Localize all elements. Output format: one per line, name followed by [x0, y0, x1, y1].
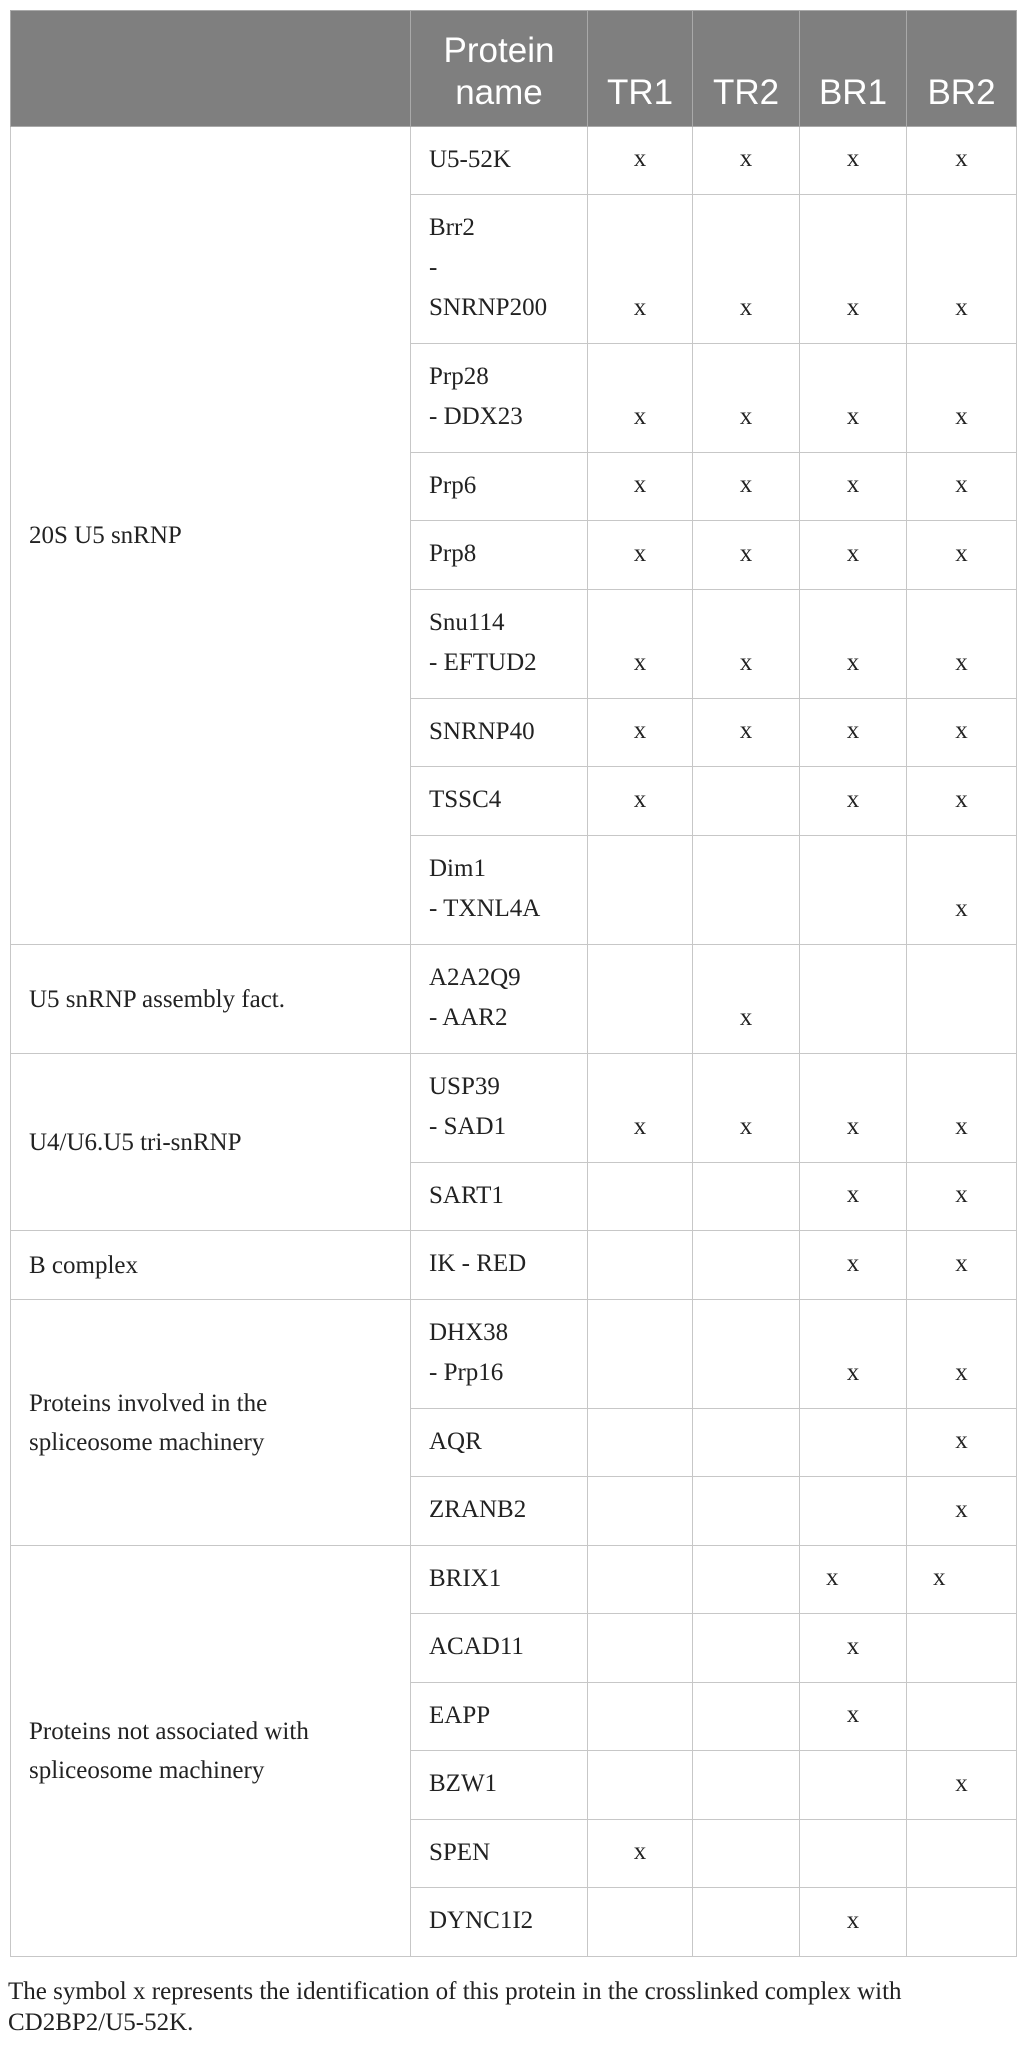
mark-cell-br2: x: [907, 127, 1017, 195]
protein-name-cell: [411, 1300, 588, 1409]
mark-cell-br2: x: [907, 1163, 1017, 1231]
mark-cell-tr1: x: [588, 767, 693, 836]
mark-cell-tr2: x: [693, 945, 800, 1054]
protein-name-cell: [411, 1054, 588, 1163]
mark-cell-tr2: x: [693, 521, 800, 590]
group-label-line: spliceosome machinery: [29, 1428, 265, 1456]
mark-cell-tr1: x: [588, 590, 693, 699]
mark-cell-tr1: [588, 1751, 693, 1820]
mark-cell-br2: x: [907, 1231, 1017, 1300]
mark-cell-tr2: x: [693, 453, 800, 521]
group-label: [11, 1300, 411, 1546]
mark-cell-tr1: x: [588, 1054, 693, 1163]
protein-name-cell: [411, 1751, 588, 1820]
mark-cell-br1: x: [800, 344, 907, 453]
mark-cell-br2: x: [907, 453, 1017, 521]
mark-cell-br1: x: [800, 195, 907, 344]
protein-name-line: SART1: [429, 1182, 504, 1209]
mark-cell-br1: [800, 836, 907, 945]
group-label: [11, 1054, 411, 1231]
protein-name-cell: [411, 945, 588, 1054]
mark-cell-tr1: x: [588, 453, 693, 521]
mark-cell-br1: x: [800, 1683, 907, 1751]
mark-cell-tr2: [693, 1683, 800, 1751]
protein-name-cell: [411, 590, 588, 699]
mark-cell-tr2: x: [693, 127, 800, 195]
mark-cell-tr1: [588, 1477, 693, 1546]
header-br1: BR1: [800, 11, 907, 127]
mark-cell-br2: [907, 1820, 1017, 1888]
protein-name-cell: [411, 127, 588, 195]
group-label-line: spliceosome machinery: [29, 1757, 265, 1784]
protein-name-line: BZW1: [429, 1770, 498, 1797]
mark-cell-br2: x: [907, 590, 1017, 699]
mark-cell-br2: x: [907, 767, 1017, 836]
protein-name-line: BRIX1: [429, 1565, 502, 1592]
header-tr2: TR2: [693, 11, 800, 127]
header-protein-name: Protein name: [411, 11, 588, 127]
mark-cell-tr1: [588, 1683, 693, 1751]
mark-cell-br1: [800, 1409, 907, 1477]
mark-cell-tr2: x: [693, 1054, 800, 1163]
protein-name-line: Brr2: [429, 214, 475, 241]
table-row: [11, 127, 1017, 195]
mark-cell-br2: x: [907, 344, 1017, 453]
protein-name-line: U5-52K: [429, 146, 511, 173]
protein-name-line: DHX38: [429, 1319, 509, 1346]
mark-cell-br2: x: [907, 521, 1017, 590]
mark-cell-tr1: [588, 1231, 693, 1300]
group-label-line: 20S U5 snRNP: [29, 522, 182, 549]
protein-name-line: IK - RED: [429, 1250, 527, 1277]
mark-cell-br1: x: [800, 1054, 907, 1163]
mark-cell-tr2: [693, 1231, 800, 1300]
protein-name-cell: [411, 1231, 588, 1300]
mark-cell-tr1: [588, 836, 693, 945]
mark-cell-tr1: [588, 1163, 693, 1231]
mark-cell-br2: [907, 1614, 1017, 1683]
mark-cell-tr2: [693, 1300, 800, 1409]
mark-cell-tr1: [588, 1614, 693, 1683]
mark-cell-tr2: [693, 767, 800, 836]
protein-name-line: SNRNP200: [429, 294, 548, 321]
group-label: [11, 1231, 411, 1300]
mark-cell-br2: [907, 1888, 1017, 1957]
group-label-line: U4/U6.U5 tri-snRNP: [29, 1128, 242, 1156]
protein-name-line: ACAD11: [429, 1633, 524, 1660]
header-br2: BR2: [907, 11, 1017, 127]
mark-cell-br1: x: [800, 1888, 907, 1957]
mark-cell-br1: x: [800, 1163, 907, 1231]
mark-cell-br2: [907, 945, 1017, 1054]
mark-cell-br1: [800, 1477, 907, 1546]
mark-cell-br1: [800, 1751, 907, 1820]
protein-name-line: Prp28: [429, 363, 489, 390]
protein-name-cell: [411, 836, 588, 945]
mark-cell-br2: x: [907, 699, 1017, 767]
mark-cell-br1: x: [800, 1546, 907, 1614]
protein-name-line: AQR: [429, 1428, 482, 1455]
mark-cell-tr1: [588, 1409, 693, 1477]
header-corner: [11, 11, 411, 127]
mark-cell-br1: x: [800, 767, 907, 836]
table-row: [11, 1546, 1017, 1614]
protein-name-line: -: [429, 254, 438, 281]
group-label: [11, 127, 411, 945]
protein-name-line: SPEN: [429, 1839, 491, 1866]
mark-cell-tr2: [693, 1546, 800, 1614]
mark-cell-tr1: [588, 1888, 693, 1957]
protein-name-line: - AAR2: [429, 1004, 508, 1031]
protein-name-line: USP39: [429, 1073, 500, 1100]
protein-name-cell: [411, 767, 588, 836]
protein-name-cell: [411, 1477, 588, 1546]
mark-cell-br2: x: [907, 836, 1017, 945]
table-footnote: The symbol x represents the identification of this protein in the crosslinked complex with CD2BP2/U5-52K.: [8, 1978, 902, 2036]
protein-name-line: TSSC4: [429, 786, 502, 813]
mark-cell-tr2: [693, 1409, 800, 1477]
mark-cell-tr1: x: [588, 521, 693, 590]
protein-name-line: Dim1: [429, 855, 486, 882]
mark-cell-br1: [800, 1820, 907, 1888]
table-row: [11, 1054, 1017, 1163]
mark-cell-br2: [907, 1683, 1017, 1751]
mark-cell-br2: x: [907, 1054, 1017, 1163]
mark-cell-br1: x: [800, 521, 907, 590]
mark-cell-tr2: [693, 1820, 800, 1888]
header-tr1: TR1: [588, 11, 693, 127]
table-row: [11, 1231, 1017, 1300]
protein-crosslink-table: [10, 10, 1017, 1957]
protein-name-cell: [411, 521, 588, 590]
mark-cell-br1: x: [800, 1231, 907, 1300]
mark-cell-tr2: x: [693, 344, 800, 453]
protein-name-cell: [411, 1546, 588, 1614]
group-label-line: B complex: [29, 1251, 139, 1279]
protein-name-cell: [411, 195, 588, 344]
mark-cell-tr1: x: [588, 699, 693, 767]
mark-cell-br2: x: [907, 1409, 1017, 1477]
mark-cell-br1: x: [800, 699, 907, 767]
mark-cell-tr2: x: [693, 195, 800, 344]
protein-name-cell: [411, 1888, 588, 1957]
mark-cell-br2: x: [907, 1751, 1017, 1820]
table-row: [11, 1300, 1017, 1409]
group-label: [11, 945, 411, 1054]
protein-name-line: Snu114: [429, 609, 505, 636]
mark-cell-tr1: x: [588, 127, 693, 195]
mark-cell-tr2: [693, 836, 800, 945]
mark-cell-tr2: x: [693, 590, 800, 699]
mark-cell-br2: x: [907, 1300, 1017, 1409]
protein-name-cell: [411, 1614, 588, 1683]
protein-name-line: Prp6: [429, 472, 477, 499]
mark-cell-br1: x: [800, 590, 907, 699]
group-label-line: Proteins not associated with: [29, 1718, 309, 1745]
protein-name-line: ZRANB2: [429, 1496, 527, 1523]
mark-cell-tr1: [588, 1300, 693, 1409]
protein-name-cell: [411, 1683, 588, 1751]
mark-cell-tr2: [693, 1888, 800, 1957]
protein-name-line: - TXNL4A: [429, 895, 541, 922]
header-row: [11, 11, 1017, 127]
protein-name-line: - DDX23: [429, 403, 523, 430]
protein-name-cell: [411, 1409, 588, 1477]
mark-cell-br1: x: [800, 127, 907, 195]
mark-cell-tr2: [693, 1614, 800, 1683]
mark-cell-tr2: x: [693, 699, 800, 767]
mark-cell-tr1: x: [588, 195, 693, 344]
mark-cell-br1: x: [800, 1300, 907, 1409]
mark-cell-tr1: [588, 945, 693, 1054]
mark-cell-tr2: [693, 1163, 800, 1231]
mark-cell-br1: [800, 945, 907, 1054]
mark-cell-tr1: x: [588, 344, 693, 453]
protein-name-cell: [411, 699, 588, 767]
table-row: [11, 945, 1017, 1054]
protein-name-line: A2A2Q9: [429, 964, 521, 991]
protein-name-cell: [411, 453, 588, 521]
mark-cell-br2: x: [907, 1546, 1017, 1614]
protein-name-line: SNRNP40: [429, 718, 535, 745]
protein-name-line: Prp8: [429, 540, 477, 567]
protein-name-line: - Prp16: [429, 1359, 504, 1386]
group-label-line: Proteins involved in the: [29, 1389, 268, 1417]
mark-cell-tr1: [588, 1546, 693, 1614]
protein-name-line: DYNC1I2: [429, 1907, 534, 1934]
table-body: [11, 127, 1017, 1957]
group-label: [11, 1546, 411, 1957]
protein-name-cell: [411, 1163, 588, 1231]
mark-cell-br2: x: [907, 1477, 1017, 1546]
group-label-line: U5 snRNP assembly fact.: [29, 985, 285, 1013]
mark-cell-tr2: [693, 1751, 800, 1820]
protein-name-line: - SAD1: [429, 1113, 507, 1140]
mark-cell-tr1: x: [588, 1820, 693, 1888]
mark-cell-br1: x: [800, 1614, 907, 1683]
protein-name-cell: [411, 1820, 588, 1888]
mark-cell-br2: x: [907, 195, 1017, 344]
protein-name-line: - EFTUD2: [429, 649, 537, 676]
protein-name-line: EAPP: [429, 1702, 491, 1729]
protein-name-cell: [411, 344, 588, 453]
mark-cell-tr2: [693, 1477, 800, 1546]
mark-cell-br1: x: [800, 453, 907, 521]
